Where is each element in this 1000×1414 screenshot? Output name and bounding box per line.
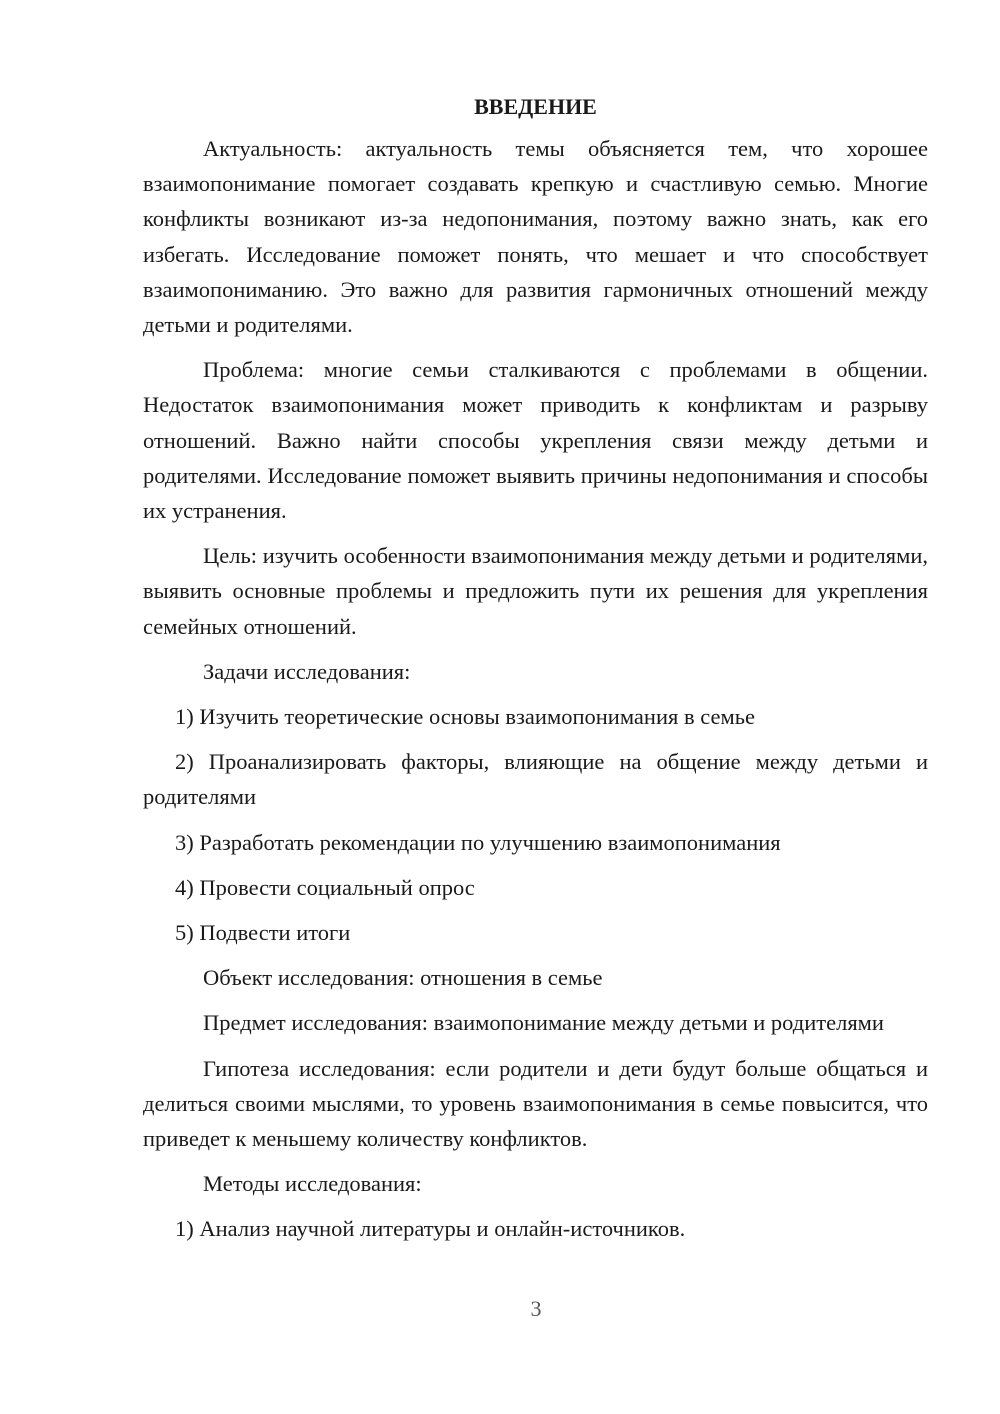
method-item: 1) Анализ научной литературы и онлайн-источников.: [175, 1216, 686, 1242]
relevance-paragraph: Актуальность: актуальность темы объясняется тем, что хорошее взаимопонимание помогает создавать крепкую и счастливую семью. Многие конфликты возникают из-за недопонимания, поэтому важно знать, как его избегать. Исследование поможет понять, что мешает и что способствует взаимопониманию. Это важно для развития гармоничных отношений между детьми и родителями.: [143, 136, 928, 338]
task-item: 5) Подвести итоги: [175, 920, 351, 946]
tasks-heading: Задачи исследования:: [203, 658, 411, 684]
task-item: 3) Разработать рекомендации по улучшению взаимопонимания: [175, 829, 781, 855]
document-page: [143, 92, 928, 1257]
task-item: 2) Проанализировать факторы, влияющие на общение между детьми и родителями: [143, 749, 928, 810]
tasks-list: [143, 699, 928, 950]
goal-paragraph: Цель: изучить особенности взаимопонимания между детьми и родителями, выявить основные проблемы и предложить пути их решения для укрепления семейных отношений.: [143, 543, 928, 639]
object-line: Объект исследования: отношения в семье: [203, 965, 603, 991]
methods-heading: Методы исследования:: [203, 1171, 422, 1197]
task-item: 4) Провести социальный опрос: [175, 874, 475, 900]
hypothesis-paragraph: Гипотеза исследования: если родители и дети будут больше общаться и делиться своими мыслями, то уровень взаимопонимания в семье повысится, что приведет к меньшему количеству конфликтов.: [143, 1055, 928, 1152]
task-item: 1) Изучить теоретические основы взаимопонимания в семье: [175, 704, 755, 730]
methods-list: [143, 1211, 928, 1246]
problem-paragraph: Проблема: многие семьи сталкиваются с проблемами в общении. Недостаток взаимопонимания может приводить к конфликтам и разрыву отношений. Важно найти способы укрепления связи между детьми и родителями. Исследование поможет выявить причины недопонимания и способы их устранения.: [143, 357, 928, 524]
page-number: 3: [530, 1296, 542, 1321]
subject-paragraph: Предмет исследования: взаимопонимание между детьми и родителями: [203, 1010, 884, 1036]
page-title: ВВЕДЕНИЕ: [474, 94, 597, 119]
